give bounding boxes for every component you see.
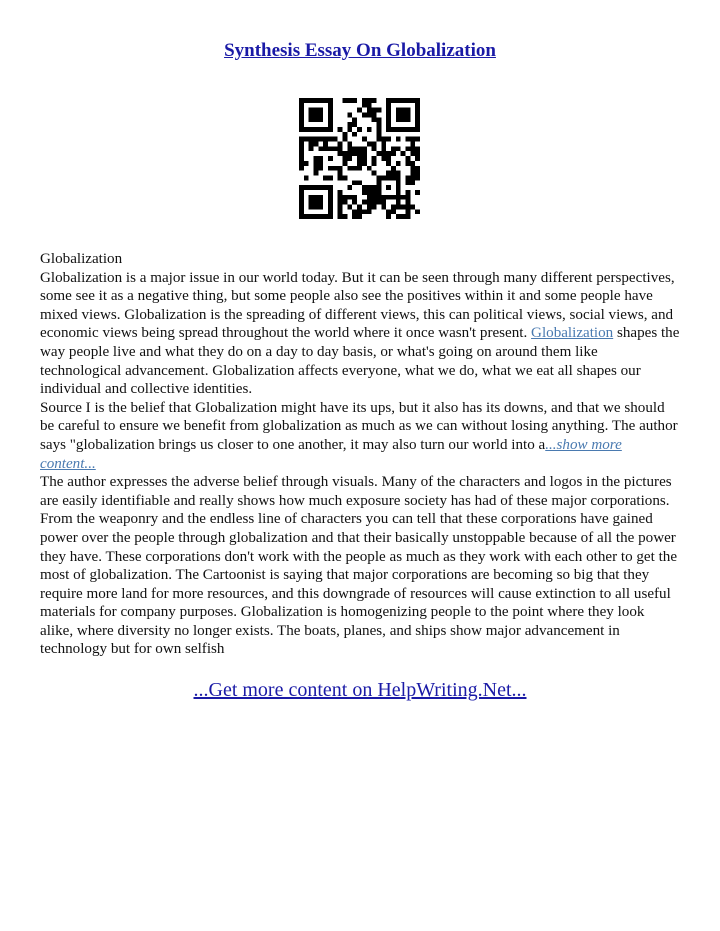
globalization-link[interactable]: Globalization: [531, 325, 614, 342]
show-more-link[interactable]: ...show more content...: [40, 436, 622, 472]
essay-body: [40, 250, 680, 659]
essay-heading: Globalization: [40, 251, 123, 267]
paragraph-2-text: Source I is the belief that Globalization might have its ups, but it also has its downs, and that we should be careful to ensure we benefit from globalization as much as we can without losing anything. The author says "globalization brings us closer to one another, it may also turn our world into a: [40, 399, 678, 453]
qr-code-icon: [299, 98, 420, 219]
paragraph-1-text-b: shapes the way people live and what they do on a day to day basis, or what's going on around them like technological advancement. Globalization affects everyone, what we do, what we eat all shapes our individual and collective identities.: [40, 325, 680, 398]
essay-paragraph-2: [40, 399, 680, 473]
essay-paragraph-1: [40, 269, 680, 399]
paragraph-1-text-a: Globalization is a major issue in our world today. But it can be seen through many different perspectives, some see it as a negative thing, but some people also see the positives within it and some people have mixed views. Globalization is the spreading of different views, this can political views, social views, and economic views being spread throughout the world where it once wasn't present.: [40, 269, 675, 342]
essay-paragraph-3: The author expresses the adverse belief through visuals. Many of the characters and logos in the pictures are easily identifiable and really shows how much exposure society has had of these major corporations. From the weaponry and the endless line of characters you can tell that these corporations have gained power over the people through globalization and that their basically unstoppable because of all the power they have. These corporations don't work with the people as much as they work with each other to get the most of globalization. The Cartoonist is saying that major corporations are becoming so big that they require more land for more resources, and this downgrade of resources will cause extinction to all useful materials for company purposes. Globalization is homogenizing people to the point where they look alike, where diversity no longer exists. The boats, planes, and ships show major advancement in technology but for own selfish: [40, 474, 678, 658]
get-more-content-link[interactable]: ...Get more content on HelpWriting.Net...: [193, 679, 527, 701]
page-title-link[interactable]: Synthesis Essay On Globalization: [224, 40, 496, 61]
